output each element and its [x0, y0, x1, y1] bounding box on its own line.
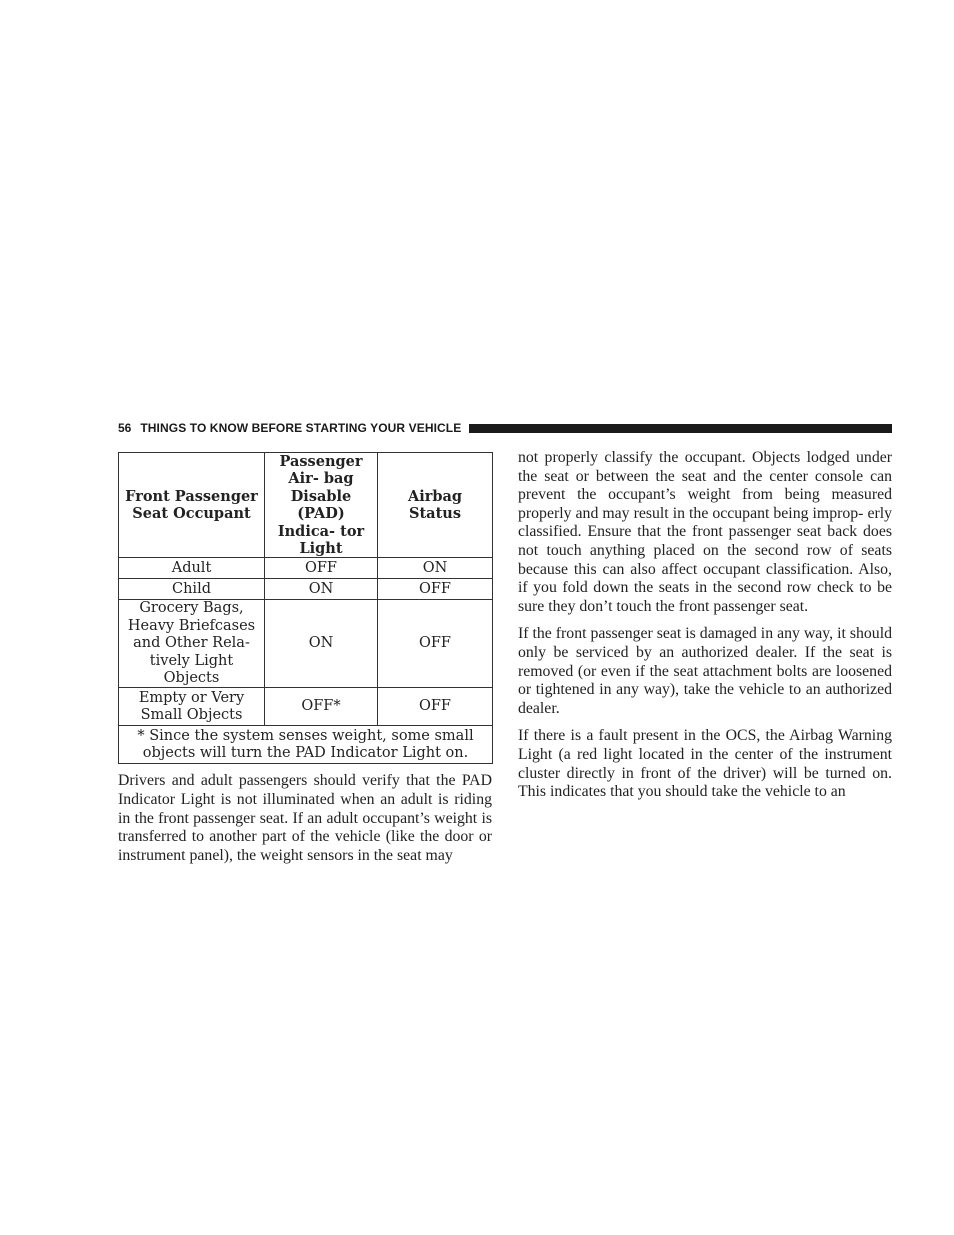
table-row — [119, 558, 493, 579]
page-header — [118, 420, 892, 436]
table-row — [119, 688, 493, 726]
table-cell: OFF — [378, 579, 493, 600]
page-number: 56 — [118, 421, 132, 435]
table-cell: OFF* — [265, 688, 378, 726]
body-paragraph: If the front passenger seat is damaged in any way, it should only be serviced by an authorized dealer. If the seat is removed (or even if the seat attachment bolts are loosened or tightened in any way), take the vehicle to an authorized dealer. — [518, 625, 892, 717]
table-cell: ON — [265, 600, 378, 688]
column-header-airbag-status: Airbag Status — [378, 453, 493, 558]
table-cell: OFF — [378, 688, 493, 726]
body-paragraph: Drivers and adult passengers should verify that the PAD Indicator Light is not illuminated when an adult is riding in the front passenger seat. If an adult occupant’s weight is transferred to another part of the vehicle (like the door or instrument panel), the weight sensors in the seat may — [118, 772, 492, 864]
body-paragraph: not properly classify the occupant. Objects lodged under the seat or between the seat and the center console can prevent the occupant’s weight from being measured properly and may result in the occupant being improp- erly classified. Ensure that the front passenger seat back does not touch anything placed on the second row of seats because this can also affect occupant classification. Also, if you fold down the seats in the second row check to be sure they don’t touch the front passenger seat. — [518, 449, 892, 615]
table-cell: OFF — [378, 600, 493, 688]
table-cell: Adult — [119, 558, 265, 579]
table-cell: Empty or Very Small Objects — [119, 688, 265, 726]
table-header-row — [119, 453, 493, 558]
header-rule — [469, 424, 892, 433]
table-cell: Child — [119, 579, 265, 600]
occupant-classification-table — [118, 452, 493, 764]
table-footnote-row — [119, 726, 493, 764]
table-row — [119, 600, 493, 688]
table-row — [119, 579, 493, 600]
column-header-pad-light: Passenger Air- bag Disable (PAD) Indica- tor Light — [265, 453, 378, 558]
left-column — [118, 452, 492, 865]
table-cell: ON — [265, 579, 378, 600]
table-cell: ON — [378, 558, 493, 579]
right-column — [518, 449, 892, 802]
column-header-seat-occupant: Front Passenger Seat Occupant — [119, 453, 265, 558]
table-footnote: * Since the system senses weight, some small objects will turn the PAD Indicator Light on. — [119, 726, 493, 764]
table-cell: OFF — [265, 558, 378, 579]
section-title: THINGS TO KNOW BEFORE STARTING YOUR VEHICLE — [140, 421, 462, 435]
body-paragraph: If there is a fault present in the OCS, the Airbag Warning Light (a red light located in the center of the instrument cluster directly in front of the driver) will be turned on. This indicates that you should take the vehicle to an — [518, 727, 892, 801]
table-cell: Grocery Bags, Heavy Briefcases and Other Rela- tively Light Objects — [119, 600, 265, 688]
